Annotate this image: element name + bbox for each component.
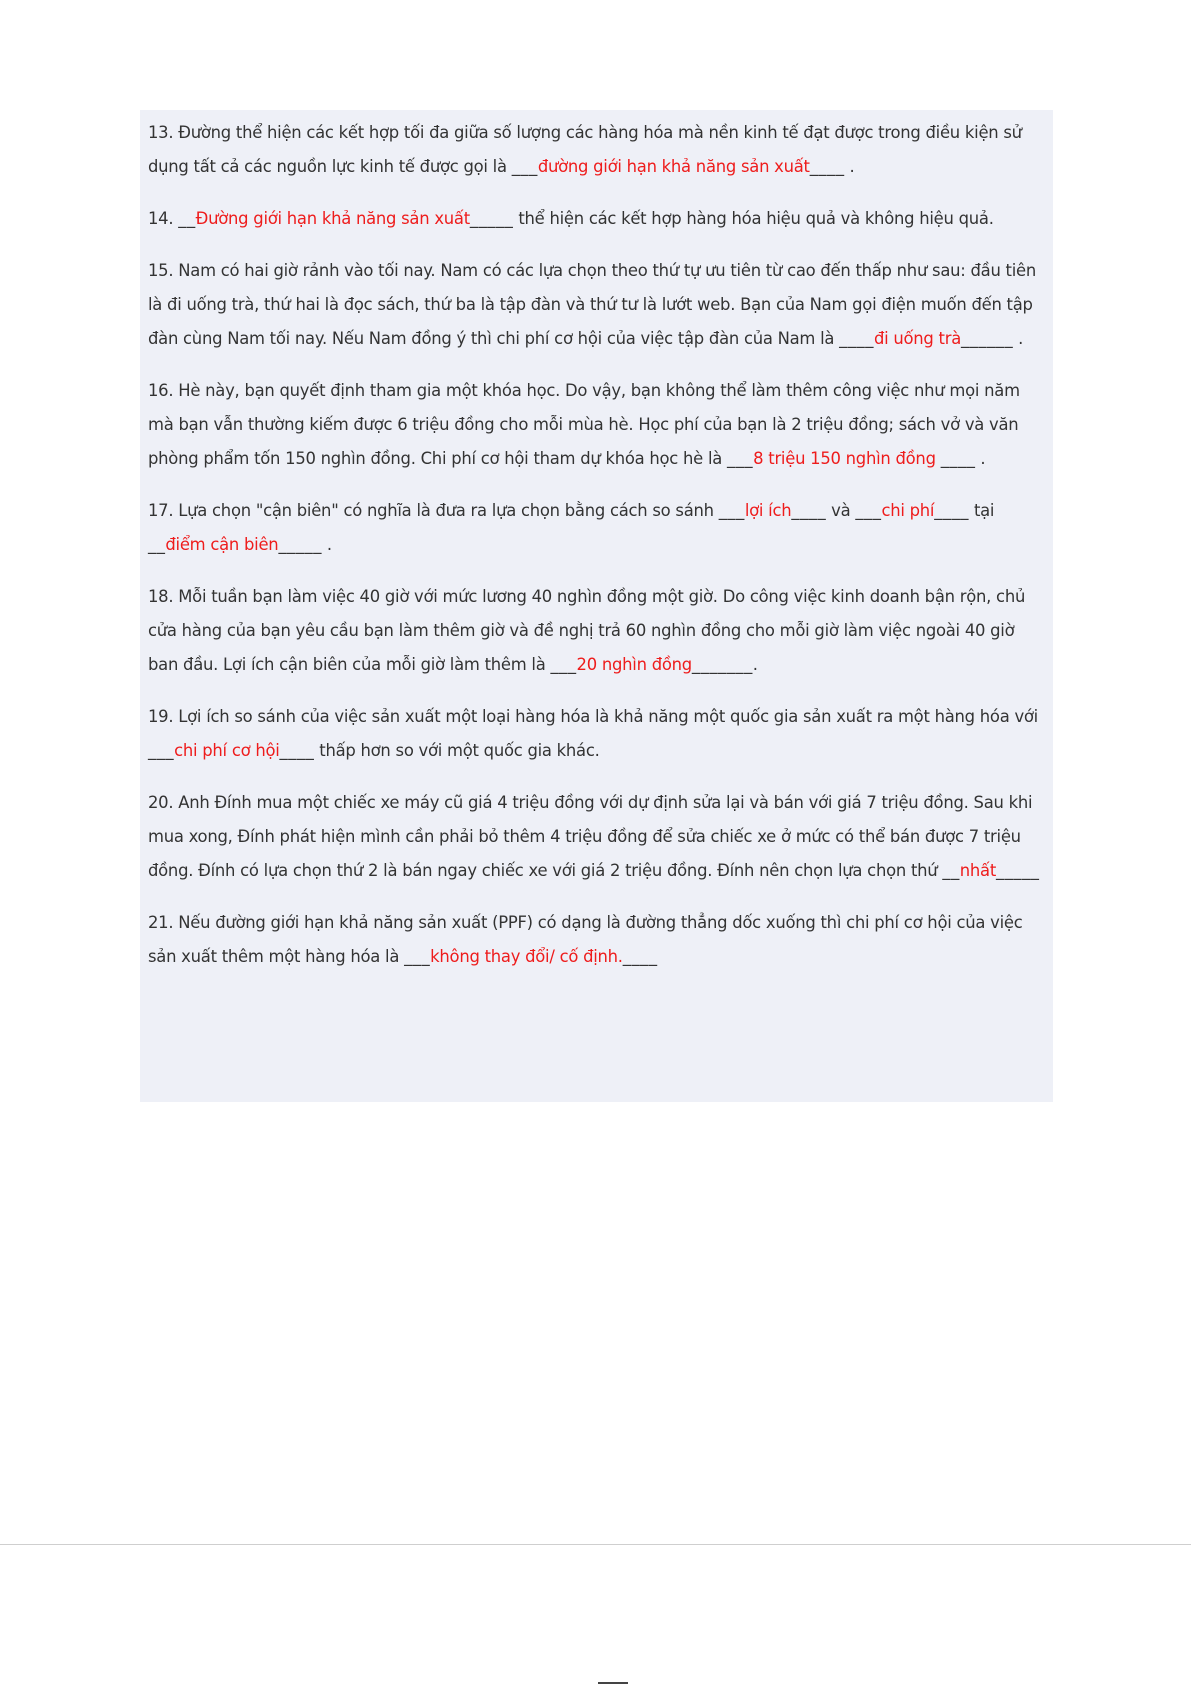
blank-underscore: ____ bbox=[809, 157, 845, 176]
question-13 bbox=[148, 116, 1045, 184]
question-text: 19. Lợi ích so sánh của việc sản xuất một loại hàng hóa là khả năng một quốc gia sản xuất ra một hàng hóa với bbox=[148, 707, 1038, 726]
question-text: . bbox=[975, 449, 986, 468]
question-19 bbox=[148, 700, 1045, 768]
blank-underscore: ____ bbox=[622, 947, 658, 966]
question-text: 14. bbox=[148, 209, 179, 228]
blank-underscore: ___ bbox=[511, 157, 538, 176]
answer-text: 8 triệu 150 nghìn đồng bbox=[753, 449, 936, 468]
question-text: tại bbox=[968, 501, 995, 520]
answer-text: nhất bbox=[959, 861, 997, 880]
page-bottom-mark bbox=[598, 1682, 628, 1684]
blank-underscore: ____ bbox=[791, 501, 827, 520]
blank-underscore: __ bbox=[178, 209, 196, 228]
question-17 bbox=[148, 494, 1045, 562]
question-text: . bbox=[321, 535, 332, 554]
blank-underscore: ____ bbox=[279, 741, 315, 760]
blank-underscore: ______ bbox=[960, 329, 1014, 348]
answer-text: điểm cận biên bbox=[165, 535, 279, 554]
answer-text: không thay đổi/ cố định. bbox=[430, 947, 623, 966]
question-panel bbox=[140, 110, 1053, 1102]
blank-underscore: ___ bbox=[404, 947, 431, 966]
question-18 bbox=[148, 580, 1045, 682]
question-text: và bbox=[826, 501, 856, 520]
question-14 bbox=[148, 202, 1045, 236]
blank-underscore: ____ bbox=[940, 449, 976, 468]
blank-underscore: ___ bbox=[718, 501, 745, 520]
blank-underscore: ___ bbox=[727, 449, 754, 468]
question-text: . bbox=[844, 157, 855, 176]
question-text: . bbox=[752, 655, 758, 674]
question-20 bbox=[148, 786, 1045, 888]
answer-text: Đường giới hạn khả năng sản xuất bbox=[195, 209, 470, 228]
blank-underscore: ___ bbox=[550, 655, 577, 674]
question-text: thể hiện các kết hợp hàng hóa hiệu quả và không hiệu quả. bbox=[513, 209, 994, 228]
question-text: 13. Đường thể hiện các kết hợp tối đa giữa số lượng các hàng hóa mà nền kinh tế đạt được trong điều kiện sử dụng tất cả các nguồn lực kinh tế được gọi là bbox=[148, 123, 1022, 176]
answer-text: chi phí cơ hội bbox=[174, 741, 280, 760]
blank-underscore: ___ bbox=[148, 741, 175, 760]
blank-underscore: _______ bbox=[691, 655, 753, 674]
question-text: 18. Mỗi tuần bạn làm việc 40 giờ với mức lương 40 nghìn đồng một giờ. Do công việc kinh doanh bận rộn, chủ cửa hàng của bạn yêu cầu bạn làm thêm giờ và đề nghị trả 60 nghìn đồng cho mỗi giờ làm việc ngoài 40 giờ ban đầu. Lợi ích cận biên của mỗi giờ làm thêm là bbox=[148, 587, 1026, 674]
blank-underscore: ___ bbox=[855, 501, 882, 520]
answer-text: chi phí bbox=[881, 501, 935, 520]
answer-text: đường giới hạn khả năng sản xuất bbox=[537, 157, 810, 176]
question-text: 17. Lựa chọn "cận biên" có nghĩa là đưa ra lựa chọn bằng cách so sánh bbox=[148, 501, 719, 520]
answer-text: lợi ích bbox=[744, 501, 792, 520]
question-text: . bbox=[1013, 329, 1024, 348]
question-text: thấp hơn so với một quốc gia khác. bbox=[314, 741, 600, 760]
question-text: 20. Anh Đính mua một chiếc xe máy cũ giá 4 triệu đồng với dự định sửa lại và bán với giá 7 triệu đồng. Sau khi mua xong, Đính phát hiện mình cần phải bỏ thêm 4 triệu đồng để sửa chiếc xe ở mức có thể bán được 7 triệu đồng. Đính có lựa chọn thứ 2 là bán ngay chiếc xe với giá 2 triệu đồng. Đính nên chọn lựa chọn thứ bbox=[148, 793, 1033, 880]
question-21 bbox=[148, 906, 1045, 974]
footer-divider bbox=[0, 1544, 1191, 1545]
blank-underscore: _____ bbox=[469, 209, 514, 228]
question-16 bbox=[148, 374, 1045, 476]
answer-text: 20 nghìn đồng bbox=[576, 655, 692, 674]
blank-underscore: ____ bbox=[839, 329, 874, 348]
question-text: 15. Nam có hai giờ rảnh vào tối nay. Nam có các lựa chọn theo thứ tự ưu tiên từ cao đến thấp như sau: đầu tiên là đi uống trà, thứ hai là đọc sách, thứ ba là tập đàn và thứ tư là lướt web. Bạn của Nam gọi điện muốn đến tập đàn cùng Nam tối nay. Nếu Nam đồng ý thì chi phí cơ hội của việc tập đàn của Nam là bbox=[148, 261, 1036, 348]
blank-underscore: __ bbox=[148, 535, 166, 554]
answer-text: đi uống trà bbox=[873, 329, 961, 348]
blank-underscore: _____ bbox=[996, 861, 1040, 880]
question-text: 16. Hè này, bạn quyết định tham gia một khóa học. Do vậy, bạn không thể làm thêm công việc như mọi năm mà bạn vẫn thường kiếm được 6 triệu đồng cho mỗi mùa hè. Học phí của bạn là 2 triệu đồng; sách vở và văn phòng phẩm tốn 150 nghìn đồng. Chi phí cơ hội tham dự khóa học hè là bbox=[148, 381, 1020, 468]
blank-underscore: __ bbox=[942, 861, 960, 880]
blank-underscore: _____ bbox=[278, 535, 322, 554]
blank-underscore: ____ bbox=[934, 501, 969, 520]
question-15 bbox=[148, 254, 1045, 356]
question-text: 21. Nếu đường giới hạn khả năng sản xuất (PPF) có dạng là đường thẳng dốc xuống thì chi phí cơ hội của việc sản xuất thêm một hàng hóa là bbox=[148, 913, 1023, 966]
